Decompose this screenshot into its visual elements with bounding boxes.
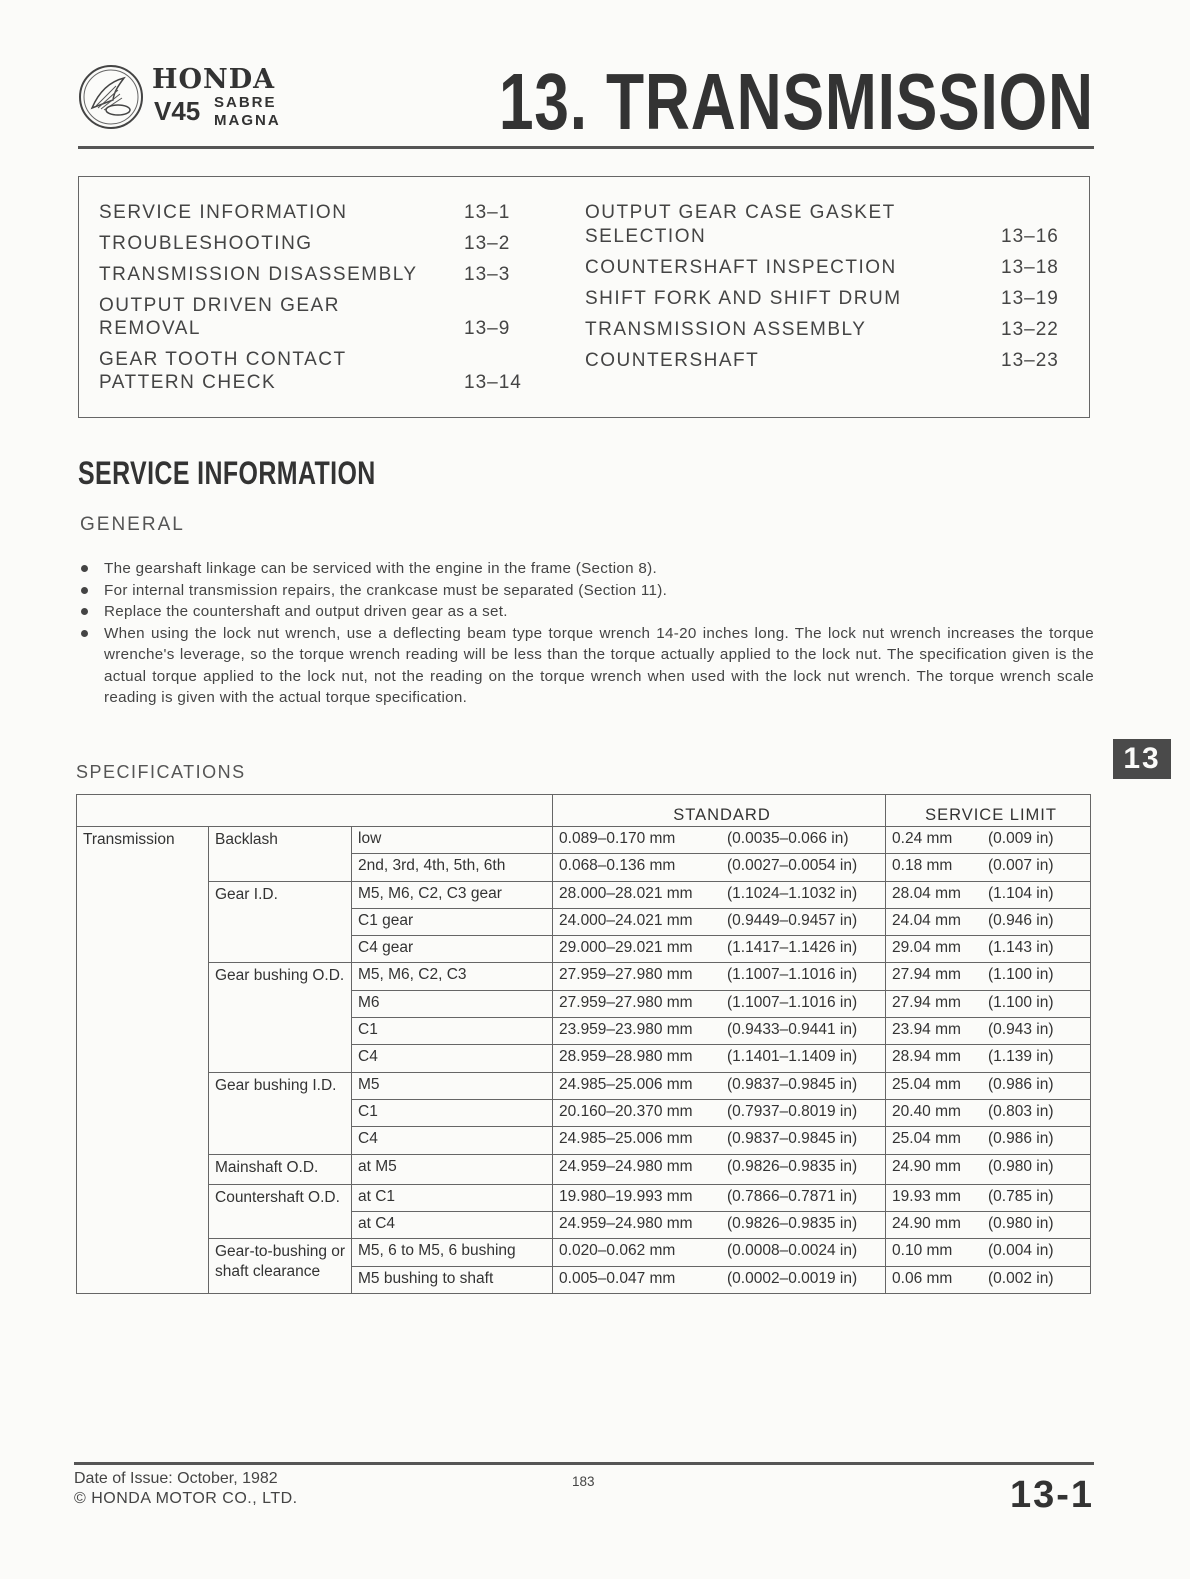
limit-mm: 25.04 mm xyxy=(892,1130,961,1148)
limit-in: (0.943 in) xyxy=(988,1021,1054,1039)
limit-cell xyxy=(886,1154,1091,1184)
standard-mm: 27.959–27.980 mm xyxy=(559,993,693,1011)
standard-mm: 0.020–0.062 mm xyxy=(559,1242,676,1260)
toc-page: 13–3 xyxy=(464,264,511,285)
standard-cell xyxy=(553,1184,886,1211)
standard-mm: 28.000–28.021 mm xyxy=(559,884,693,902)
bullet-text: The gearshaft linkage can be serviced with the engine in the frame (Section 8). xyxy=(104,560,658,577)
limit-mm: 28.04 mm xyxy=(892,884,961,902)
standard-mm: 24.959–24.980 mm xyxy=(559,1157,693,1175)
item-cell: at C4 xyxy=(352,1212,553,1239)
toc-title-cont: REMOVAL xyxy=(99,318,202,339)
standard-cell xyxy=(553,1212,886,1239)
item-cell: C1 xyxy=(352,1099,553,1126)
group-cell: Countershaft O.D. xyxy=(209,1184,352,1239)
standard-cell xyxy=(553,908,886,935)
header-standard: STANDARD xyxy=(553,795,886,827)
limit-mm: 0.18 mm xyxy=(892,857,953,875)
toc-title: COUNTERSHAFT INSPECTION xyxy=(585,257,897,278)
standard-cell xyxy=(553,1018,886,1045)
standard-cell xyxy=(553,936,886,963)
standard-in: (0.7937–0.8019 in) xyxy=(727,1102,858,1120)
limit-cell xyxy=(886,1127,1091,1154)
header-service-limit: SERVICE LIMIT xyxy=(886,795,1091,827)
standard-mm: 0.005–0.047 mm xyxy=(559,1269,676,1287)
header-divider xyxy=(78,146,1094,149)
limit-mm: 29.04 mm xyxy=(892,939,961,957)
limit-mm: 24.90 mm xyxy=(892,1157,961,1175)
limit-in: (1.104 in) xyxy=(988,884,1054,902)
limit-in: (0.009 in) xyxy=(988,830,1054,847)
limit-in: (0.946 in) xyxy=(988,911,1054,929)
limit-cell xyxy=(886,1045,1091,1072)
toc-title: SERVICE INFORMATION xyxy=(99,202,348,223)
toc-title: OUTPUT DRIVEN GEAR xyxy=(99,295,340,316)
standard-cell xyxy=(553,1099,886,1126)
table-row xyxy=(77,1154,1091,1184)
toc-page: 13–22 xyxy=(1001,319,1059,340)
table-header-row xyxy=(77,795,1091,827)
limit-mm: 0.10 mm xyxy=(892,1242,953,1260)
contents-box xyxy=(78,176,1090,418)
standard-mm: 24.985–25.006 mm xyxy=(559,1075,693,1093)
footer-divider xyxy=(74,1462,1094,1465)
item-cell: at C1 xyxy=(352,1184,553,1211)
standard-mm: 19.980–19.993 mm xyxy=(559,1187,693,1205)
bullet-dot-icon xyxy=(81,587,88,594)
standard-mm: 23.959–23.980 mm xyxy=(559,1021,693,1039)
variant-sabre: SABRE xyxy=(214,94,277,111)
limit-cell xyxy=(886,881,1091,908)
limit-in: (0.986 in) xyxy=(988,1130,1054,1148)
item-cell: M5, M6, C2, C3 xyxy=(352,963,553,990)
limit-mm: 20.40 mm xyxy=(892,1102,961,1120)
toc-title: TROUBLESHOOTING xyxy=(99,233,313,254)
toc-page: 13–23 xyxy=(1001,350,1059,371)
bullet-item xyxy=(78,580,1094,602)
model-name: V45 xyxy=(154,96,201,126)
limit-mm: 0.06 mm xyxy=(892,1269,953,1287)
toc-page: 13–18 xyxy=(1001,257,1059,278)
item-cell: C4 gear xyxy=(352,936,553,963)
section-heading: SERVICE INFORMATION xyxy=(78,455,376,491)
standard-cell xyxy=(553,881,886,908)
group-cell: Backlash xyxy=(209,827,352,882)
limit-mm: 27.94 mm xyxy=(892,993,961,1011)
standard-in: (0.9826–0.9835 in) xyxy=(727,1157,858,1175)
toc-title: SHIFT FORK AND SHIFT DRUM xyxy=(585,288,902,309)
table-row xyxy=(77,963,1091,990)
limit-cell xyxy=(886,1072,1091,1099)
item-cell: C1 gear xyxy=(352,908,553,935)
limit-mm: 24.04 mm xyxy=(892,911,961,929)
standard-mm: 20.160–20.370 mm xyxy=(559,1102,693,1120)
bullet-item xyxy=(78,623,1094,709)
section-tab: 13 xyxy=(1113,739,1171,779)
toc-title-cont: PATTERN CHECK xyxy=(99,372,277,393)
standard-mm: 29.000–29.021 mm xyxy=(559,939,693,957)
bullet-text: When using the lock nut wrench, use a deflecting beam type torque wrench 14-20 inches long. The lock nut wrench increases the torque wrenche's leverage, so the torque wrench reading will be less than the torque actually applied to the lock nut. The specification given is the actual torque applied to the lock nut, not the reading on the torque wrench when used with the lock nut wrench. The torque wrench scale reading is given with the actual torque specification. xyxy=(104,624,1094,706)
standard-cell xyxy=(553,1072,886,1099)
limit-mm: 24.90 mm xyxy=(892,1215,961,1233)
standard-mm: 28.959–28.980 mm xyxy=(559,1048,693,1066)
limit-cell xyxy=(886,963,1091,990)
limit-cell xyxy=(886,827,1091,854)
limit-cell xyxy=(886,1099,1091,1126)
page-number: 183 xyxy=(572,1474,595,1489)
limit-in: (1.100 in) xyxy=(988,993,1054,1011)
honda-logo xyxy=(78,58,348,142)
variant-magna: MAGNA xyxy=(214,112,281,129)
standard-mm: 24.959–24.980 mm xyxy=(559,1215,693,1233)
bullet-item xyxy=(78,601,1094,623)
standard-cell xyxy=(553,990,886,1017)
group-cell: Gear bushing O.D. xyxy=(209,963,352,1072)
standard-in: (0.0035–0.066 in) xyxy=(727,830,849,847)
specifications-heading: SPECIFICATIONS xyxy=(76,762,246,782)
wing-emblem-icon xyxy=(78,64,144,130)
limit-cell xyxy=(886,1212,1091,1239)
standard-in: (1.1007–1.1016 in) xyxy=(727,966,858,984)
limit-cell xyxy=(886,1239,1091,1266)
group-cell: Gear-to-bushing or shaft clearance xyxy=(209,1239,352,1294)
toc-page: 13–14 xyxy=(464,372,522,393)
toc-page: 13–9 xyxy=(464,318,511,339)
standard-in: (1.1417–1.1426 in) xyxy=(727,939,858,957)
brand-name: HONDA xyxy=(152,64,276,95)
copyright: © HONDA MOTOR CO., LTD. xyxy=(74,1490,298,1507)
table-body xyxy=(77,827,1091,1294)
limit-in: (0.785 in) xyxy=(988,1187,1054,1205)
toc-title-cont: SELECTION xyxy=(585,226,707,247)
chapter-title: 13. TRANSMISSION xyxy=(499,57,1094,146)
bullet-dot-icon xyxy=(81,630,88,637)
item-cell: 2nd, 3rd, 4th, 5th, 6th xyxy=(352,854,553,881)
limit-in: (0.002 in) xyxy=(988,1269,1054,1287)
standard-in: (0.9449–0.9457 in) xyxy=(727,911,858,929)
limit-cell xyxy=(886,908,1091,935)
bullet-dot-icon xyxy=(81,608,88,615)
standard-in: (0.9837–0.9845 in) xyxy=(727,1075,858,1093)
specifications-table xyxy=(76,794,1090,1294)
standard-in: (1.1024–1.1032 in) xyxy=(727,884,858,902)
bullet-item xyxy=(78,558,1094,580)
standard-cell xyxy=(553,827,886,854)
standard-cell xyxy=(553,1239,886,1266)
table-row xyxy=(77,1184,1091,1211)
limit-in: (0.004 in) xyxy=(988,1242,1054,1260)
toc-title: OUTPUT GEAR CASE GASKET xyxy=(585,202,896,223)
bullet-dot-icon xyxy=(81,565,88,572)
toc-title: COUNTERSHAFT xyxy=(585,350,760,371)
standard-mm: 24.985–25.006 mm xyxy=(559,1130,693,1148)
group-cell: Gear bushing I.D. xyxy=(209,1072,352,1154)
limit-cell xyxy=(886,1266,1091,1293)
toc-title: TRANSMISSION ASSEMBLY xyxy=(585,319,867,340)
standard-mm: 0.089–0.170 mm xyxy=(559,830,676,847)
limit-in: (0.986 in) xyxy=(988,1075,1054,1093)
limit-cell xyxy=(886,854,1091,881)
limit-mm: 25.04 mm xyxy=(892,1075,961,1093)
standard-cell xyxy=(553,1154,886,1184)
item-cell: M5, M6, C2, C3 gear xyxy=(352,881,553,908)
toc-title: GEAR TOOTH CONTACT xyxy=(99,349,347,370)
standard-in: (1.1007–1.1016 in) xyxy=(727,993,858,1011)
standard-in: (0.9433–0.9441 in) xyxy=(727,1021,858,1039)
header-blank xyxy=(77,795,553,827)
standard-cell xyxy=(553,963,886,990)
table-row xyxy=(77,827,1091,854)
category-cell: Transmission xyxy=(77,827,209,1294)
standard-in: (0.9826–0.9835 in) xyxy=(727,1215,858,1233)
limit-cell xyxy=(886,1184,1091,1211)
limit-in: (1.100 in) xyxy=(988,966,1054,984)
table-row xyxy=(77,881,1091,908)
toc-page: 13–19 xyxy=(1001,288,1059,309)
standard-mm: 0.068–0.136 mm xyxy=(559,857,676,875)
limit-in: (0.980 in) xyxy=(988,1215,1054,1233)
table-row xyxy=(77,1072,1091,1099)
standard-in: (0.0027–0.0054 in) xyxy=(727,857,858,875)
limit-mm: 27.94 mm xyxy=(892,966,961,984)
item-cell: M5 xyxy=(352,1072,553,1099)
standard-in: (0.0002–0.0019 in) xyxy=(727,1269,858,1287)
limit-mm: 19.93 mm xyxy=(892,1187,961,1205)
item-cell: at M5 xyxy=(352,1154,553,1184)
limit-mm: 0.24 mm xyxy=(892,830,953,847)
group-cell: Mainshaft O.D. xyxy=(209,1154,352,1184)
item-cell: M5 bushing to shaft xyxy=(352,1266,553,1293)
standard-mm: 27.959–27.980 mm xyxy=(559,966,693,984)
subsection-heading: GENERAL xyxy=(80,514,185,535)
section-page-number: 13-1 xyxy=(1009,1474,1094,1516)
toc-page: 13–16 xyxy=(1001,226,1059,247)
standard-cell xyxy=(553,1127,886,1154)
item-cell: C1 xyxy=(352,1018,553,1045)
limit-mm: 28.94 mm xyxy=(892,1048,961,1066)
bullet-text: Replace the countershaft and output driven gear as a set. xyxy=(104,603,508,620)
standard-in: (0.7866–0.7871 in) xyxy=(727,1187,858,1205)
item-cell: low xyxy=(352,827,553,854)
item-cell: M5, 6 to M5, 6 bushing xyxy=(352,1239,553,1266)
limit-cell xyxy=(886,990,1091,1017)
item-cell: C4 xyxy=(352,1045,553,1072)
standard-mm: 24.000–24.021 mm xyxy=(559,911,693,929)
standard-in: (0.0008–0.0024 in) xyxy=(727,1242,858,1260)
limit-cell xyxy=(886,936,1091,963)
table-row xyxy=(77,1239,1091,1266)
item-cell: M6 xyxy=(352,990,553,1017)
standard-cell xyxy=(553,1266,886,1293)
item-cell: C4 xyxy=(352,1127,553,1154)
toc-page: 13–2 xyxy=(464,233,511,254)
limit-mm: 23.94 mm xyxy=(892,1021,961,1039)
bullet-text: For internal transmission repairs, the crankcase must be separated (Section 11). xyxy=(104,581,668,599)
general-bullets xyxy=(78,558,1094,709)
limit-in: (0.007 in) xyxy=(988,857,1054,875)
limit-in: (1.143 in) xyxy=(988,939,1054,957)
standard-in: (0.9837–0.9845 in) xyxy=(727,1130,858,1148)
standard-cell xyxy=(553,854,886,881)
limit-in: (0.803 in) xyxy=(988,1102,1054,1120)
standard-in: (1.1401–1.1409 in) xyxy=(727,1048,858,1066)
limit-cell xyxy=(886,1018,1091,1045)
group-cell: Gear I.D. xyxy=(209,881,352,963)
limit-in: (1.139 in) xyxy=(988,1048,1054,1066)
standard-cell xyxy=(553,1045,886,1072)
limit-in: (0.980 in) xyxy=(988,1157,1054,1175)
toc-page: 13–1 xyxy=(464,202,511,223)
issue-date: Date of Issue: October, 1982 xyxy=(74,1470,278,1487)
toc-title: TRANSMISSION DISASSEMBLY xyxy=(99,264,418,285)
